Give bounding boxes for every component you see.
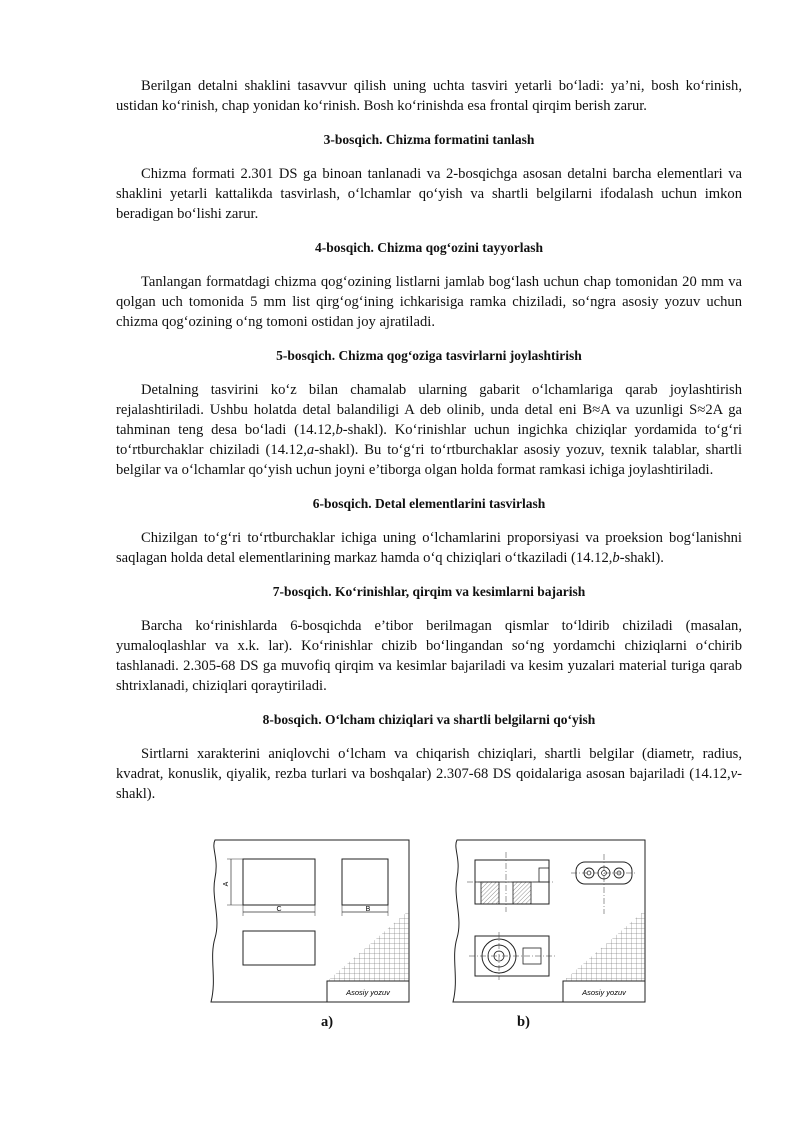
heading-step-4: 4-bosqich. Chizma qog‘ozini tayyorlash [314,240,544,255]
title-block-label-a: Asosiy yozuv [346,988,390,997]
figure-b-caption: b) [517,1014,530,1030]
heading-step-3: 3-bosqich. Chizma formatini tanlash [323,132,535,147]
paragraph-step-7: Barcha ko‘rinishlarda 6-bosqichda e’tibor berilmagan qismlar to‘ldirib chiziladi (masalan, yumaloqlashlar va x.k. lar). Ko‘rinishlar chizib bo‘lingandan so‘ng yordamchi chiziqlarni o‘chirib tashlanadi. 2.305-68 DS ga muvofiq qirqim va kesimlar bajariladi va kesim yuzalari material turiga qarab shtrixlanadi, chiziqlari qoraytiriladi. [116,618,742,694]
dim-label-a: A [223,881,230,887]
heading-step-7: 7-bosqich. Ko‘rinishlar, qirqim va kesimlarni bajarish [272,584,586,599]
document-body [116,76,742,804]
figure-b-drawing [451,838,647,1004]
figure-14-12 [209,838,645,1038]
figure-a-caption: a) [321,1014,334,1030]
paragraph-step-4: Tanlangan formatdagi chizma qog‘ozining listlarni jamlab bog‘lash uchun chap tomonidan 20 mm va qolgan uch tomonida 5 mm list qirg‘og‘ining ichkarisiga ramka chiziladi, so‘ngra asosiy yozuv uchun chizma qog‘ozining o‘ng tomoni ostidan joy ajratiladi. [116,274,742,330]
figure-a-drawing [209,838,411,1004]
title-block-label-b: Asosiy yozuv [582,988,626,997]
paragraph-intro: Berilgan detalni shaklini tasavvur qilish uning uchta tasviri yetarli bo‘ladi: ya’ni, bosh ko‘rinish, ustidan ko‘rinish, chap yonidan ko‘rinish. Bosh ko‘rinishda esa frontal qirqim berish zarur. [116,78,742,114]
paragraph-step-6: Chizilgan to‘g‘ri to‘rtburchaklar ichiga uning o‘lchamlarini proporsiyasi va proeksion bog‘lanishni saqlagan holda detal elementlarining markaz hamda o‘q chiziqlari o‘tkaziladi (14.12,b-shakl). [116,530,742,566]
paragraph-step-5: Detalning tasvirini ko‘z bilan chamalab ularning gabarit o‘lchamlariga qarab joylashtirish rejalashtiriladi. Ushbu holatda detal balandiligi A deb olinib, unda detal eni B≈A va uzunligi S≈2A ga tahminan teng desa bo‘ladi (14.12,b-shakl). Ko‘rinishlar uchun ingichka chiziqlar yordamida to‘g‘ri to‘rtburchaklar chiziladi (14.12,a-shakl). Bu to‘g‘ri to‘rtburchaklar asosiy yozuv, texnik talablar, shartli belgilar va o‘lchamlar qo‘yish uchun joyni e’tiborga olgan holda format ramkasi ichiga joylashtiriladi. [116,382,743,478]
heading-step-6: 6-bosqich. Detal elementlarini tasvirlash [312,496,546,511]
heading-step-8: 8-bosqich. O‘lcham chiziqlari va shartli belgilarni qo‘yish [262,712,596,727]
dim-label-b: B [365,906,371,913]
heading-step-5: 5-bosqich. Chizma qog‘oziga tasvirlarni joylashtirish [276,348,582,363]
paragraph-step-3: Chizma formati 2.301 DS ga binoan tanlanadi va 2-bosqichga asosan detalni barcha elementlari va shaklini yetarli kattalikda tasvirlash, o‘lchamlar qo‘yish va shartli belgilarni ifodalash uchun imkon beradigan bo‘lishi zarur. [116,166,742,222]
dim-label-c: C [276,906,282,913]
paragraph-step-8: Sirtlarni xarakterini aniqlovchi o‘lcham va chiqarish chiziqlari, shartli belgilar (diametr, radius, kvadrat, konuslik, qiyalik, rezba turlari va boshqalar) 2.307-68 DS qoidalariga asosan bajariladi (14.12,v-shakl). [116,746,742,802]
